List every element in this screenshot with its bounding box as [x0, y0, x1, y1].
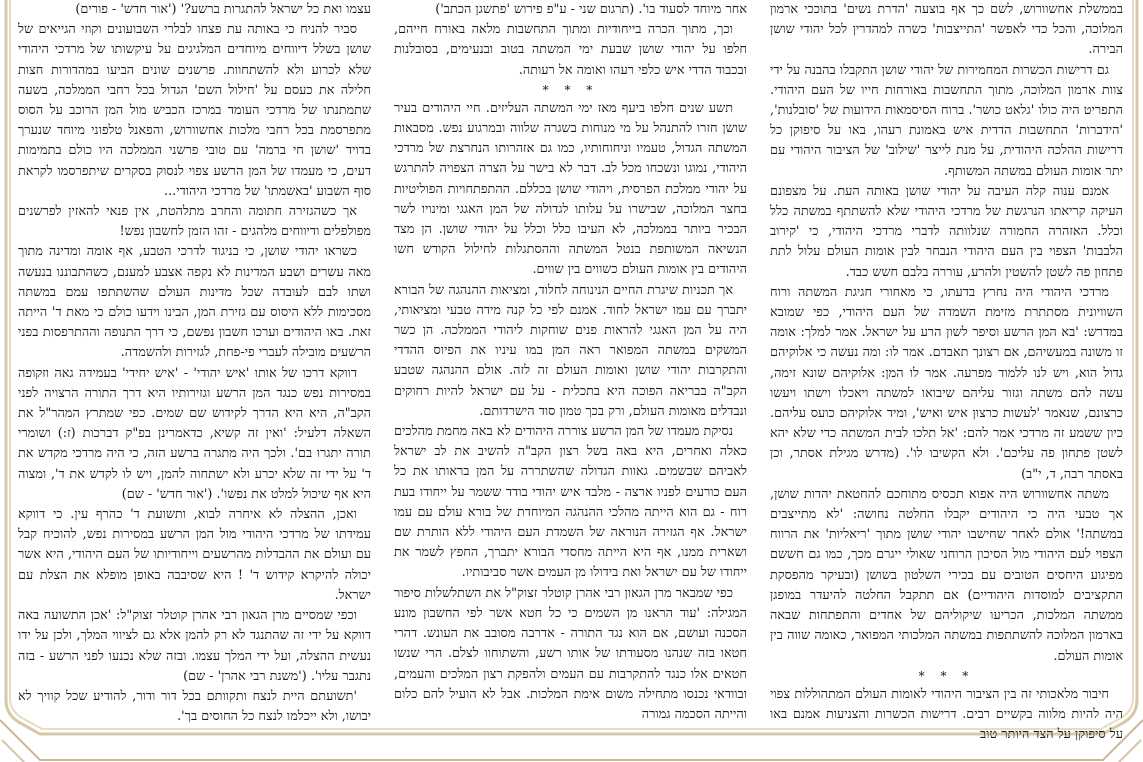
paragraph: משתה אחשוורוש היה אפוא תכסיס מתוחכם להחטאת יהדות שושן, אך טבעי היה כי היהודים יקבלו החלטה נחושה: 'לא מתייצבים במשתה!' אולם לאחר שחישבו יהודי שושן מתוך 'ריאליות' את הרווח הצפוי לעם היהודי מול הסיכון הרוחני שאולי ייגרם מכך, כמו גם חששם מפיגוע היחסים הטובים עם בכירי השלטון בשושן (ובעיקר מהפסקת התקציבים למוסדות היהודיים) אם תתקבל החלטה להיעדר במופגן ממשתה המלכות, הכריעו שיקוליהם של אחדים והתפתחות שבאה בארמון המלוכה להשתתפות במשתה המלכותי המפואר, כאומה שווה בין אומות העולם.: [770, 486, 1123, 664]
paragraph: וכפי שמסיים מרן הגאון רבי אהרן קוטלר זצוק"ל: 'אכן התשועה באה דווקא על ידי זה שהתנגד לא רק להמן אלא גם לציווי המלך, ולכן על ידו נעשית ההצלה, ועל ידי המלך עצמו. ובזה שלא נכנעו לפני הרשע - בזה נתגבר עליו'. ('משנת רבי אהרן' - שם): [18, 608, 371, 684]
column-left: [14, 0, 375, 728]
section-separator: * * *: [542, 82, 599, 97]
paragraph: נסיקת מעמדו של המן הרשע צוררה היהודים לא באה מחמת מהלכים כאלה ואחרים, היא באה בשל רצון הקב"ה להשיב את לב ישראל לאביהם שבשמים. גאוות הגדולה שהשתררה על המן בראותו את כל העם כורעים לפניו ארצה - מלבד איש יהודי בודד ששמר על ייחודו בעת רוח - גם הוא הייתה מהלכי ההנהגה המיוחדת של בורא עולם עם עמו ישראל. אף הגזירה הנוראה של השמדת העם היהודי ללא הותרת שם ושארית ממנו, אף היא הייתה מחסדי הבורא יתברך, החפץ לשמר את ייחודו של עם ישראל ואת בידולו מן העמים אשר סביבותיו.: [394, 424, 747, 581]
paragraph: אך תכניות שיגרת החיים הנינוחה לחלוד, ומציאות ההנהגה של הבורא יתברך עם עמו ישראל לחוד. אמנם לפי כל קנה מידה טבעי ומציאותי, היה על המן האגגי להראות פנים שוחקות ליהודי הממלכה. הן כשר המשקים במשתה המפואר ראה המן במו עיניו את הפיוס ההדדי והתקרבות יהודי שושן ואומות העולם זה לזה. אולם ההנהגה שטבע הקב"ה בבריאה הפוכה היא בתכלית - על עם ישראל להיות רחוקים ונבדלים מאומות העולם, ורק בכך טמון סוד הישרדותם.: [394, 282, 747, 419]
paragraph: כפי שמבאר מרן הגאון רבי אהרן קוטלר זצוק"ל את השתלשלות סיפור המגילה: 'עוד הראנו מן השמים כי כל חטא אשר לפי החשבון מונע הסכנה ועושם, אם הוא נגד התורה - אדרבה מסובב את העונש. דהרי חטאו בזה שנהנו מסעודתו של אותו רשע, והשתוחוו לצלם. הרי שנשו חטאים אלו כנגד להתקרבות עם העמים ולהפקת רצון המלכים והעמים, ובוודאי נכנסו מתחילה משום אימת המלכות. אבל לא הועיל להם כלום והייתה הסכמה גמורה: [394, 585, 747, 722]
paragraph: גם דרישות הכשרות המחמירות של יהודי שושן התקבלו בהבנה על ידי צוות ארמון המלוכה, מתוך התחשבות באורחות חייו של העם היהודי. התפריט היה כולו 'גלאט כושר'. ברוח הסיסמאות הידועות של 'סובלנות', 'הידברות' התחשבות הדדית איש באמונת רעהו, באו על סיפוקן כל דרישות ההלכה היהודית, על מנת לייצר 'שילוב' של הציבור היהודי עם יתר אומות העולם במשתה המשותף.: [770, 62, 1123, 179]
paragraph: עצמו ואת כל ישראל להתגרות ברשע?' ('אור חדש' - פורים): [75, 2, 371, 17]
section-separator: * * *: [918, 668, 975, 683]
article-page: [14, 0, 1127, 743]
paragraph: וכך, מתוך הכרה בייחודיות ומתוך התחשבות מלאה באורח חייהם, חלפו על יהודי שושן שבעת ימי המשתה בטוב ובנעימים, בסובלנות ובכבוד הדדי איש כלפי רעהו ואומה אל רעותה.: [394, 22, 747, 78]
column-middle: [390, 0, 751, 728]
paragraph: סביר להניח כי באותה עת פצחו לבלרי השבועונים וקוזי הגייאים של שושן בשלל דיווחים מיוחדים המלגיגים על עיקשותו של מרדכי היהודי שלא לכרוע ולא להשתחוות. פרשנים שונים הביעו במהדורות חצות חלילה את כעסם על 'חילול השם' הגדול בכל רחבי הממלכה, בשעה שתמתנתו של מרדכי העומד במרכז הכביש מול המן הרוכב על הסוס מתפרסמת בכל רחבי מלכות אחשוורוש, והפאנל טלפוני מיוחד שנערך בדויד 'שושן חי ברמה' עם טובי פרשני הממלכה היו כולם בתמימות דעים, כי מעמדו של המן הרשע צפוי לנסוק בסקרים שיתפרסמו לקראת סוף השבוע 'באשמתו' של מרדכי היהודי...: [18, 22, 371, 199]
paragraph: אמנם ענוה קלה העיבה על יהודי שושן באותה העת. על מצפונם העיקה קריאתו הנרגשת של מרדכי היהודי שלא להשתתף במשתה כלל וכלל. האזהרה החמורה שנלוותה לדברי מרדכי היהודי, כי 'קירוב הלבבות' הצפוי בין העם היהודי הנבחר לבין אומות העולם עלול לתת פתחון פה לשטן להשטין ולהרע, עוררה בלבם חשש כבד.: [770, 183, 1123, 280]
paragraph: אך כשהגזירה חתומה והחרב מתלהטת, אין פנאי להאזין לפרשנים מפולפלים ודיווחים מלהגים - זהו הזמן לחשבון נפש!: [18, 204, 371, 240]
paragraph: חיבור מלאכותי זה בין הציבור היהודי לאומות העולם המתהוללות צפוי היה להיות מלווה בקשיים רבים. דרישות הכשרות והצניעות אמנם באו על סיפוקן על הצד היותר טוב: [770, 686, 1123, 743]
paragraph: אחר מיוחד לסעוד בו'. (תרגום שני - ע"פ פירוש 'פתשגן הכתב'): [435, 2, 747, 17]
paragraph: תשע שנים חלפו ביעף מאז ימי המשתה העליזים. חיי היהודים בעיר שושן חזרו להתנהל על מי מנוחות בשגרה שלווה ובמרגוע נפש. מסבאות המשתה הגדול, טעמיו וניחוחותיו, כמו גם אזהרותו הנחרצת של מרדכי היהודי, נמוגו ונשכחו מכל לב. דבר לא בישר על הצרה הצפויה להתרגש על יהודי ממלכת הפרסית, ויהודי שושן בכללם. ההתפתחויות הפוליטיות בחצר המלוכה, שבישרו על עלותו לגדולה של המן האגגי ומינויו לשר הבכיר ביותר בממלכה, לא העיבו כלל וכלל על יהודי שושן. הן מצד הנשיאה המשותפת בנטל המשתה וההסתגלות לחילול הקודש חשו היהודים בין אומות העולם כשווים בין שווים.: [394, 100, 747, 278]
paragraph: מרדכי היהודי היה נחרץ בדעתו, כי מאחורי חגיגת המשתה ורוח השוויונית מסתתרת מזימת השמדה של העם היהודי, כפי שמובא במדרש: 'בא המן הרשע וסיפר לשון הרע על ישראל. אמר למלך: אומה זו משונה במעשיהם, אם רצונך תאבדם. אמר לו: ומה נעשה כי אלוקיהם גדול הוא, ויש לנו ללמוד מפרעה. אמר לו המן: אלוקיהם שונא זימה, עשה להם משתה וגזור עליהם שיבואו למשתה ויאכלו וישתו ויעשו כרצונם, שנאמר 'לעשות כרצון איש ואיש', ומיד אלוקיהם כועס עליהם. כיון ששמע זה מרדכי אמר להם: 'אל תלכו לבית המשתה כדי שלא יהא לשטן פתחון פה עליכם'. ולא הקשיבו לו'. (מדרש מגילת אסתר, וכן באסתר רבה, ד, י"ב): [770, 284, 1123, 482]
paragraph: 'תשועתם היית לנצח ותקוותם בכל דור ודור, להודיע שכל קוויך לא יבושו, ולא ייכלמו לנצח כל החוסים בך'.: [18, 688, 371, 725]
paragraph: דווקא דרכו של אותו 'איש יהודי' - 'איש יחידי' בעמידה גאה וזקופה במסירות נפש כנגד המן הרשע וגזירותיו היא דרך התורה הרצויה לפני הקב"ה, היא היא הדרך לקידוש שם שמים. כפי שמתרץ המהר"ל את השאלה דלעיל: 'ואין זה קשיא, כדאמרינן בפ"ק דברכות (ז:) ושומרי תורה יתגרו בם'. ולכך היה מתגרה ברשע הזה, כי היה מרדכי מקדש את ד' על ידי זה שלא יכרע ולא ישתחוה להמן, ויש לו לקדש את ד', ומצוה היא אף שיכול למלט את נפשו'. ('אור חדש' - שם): [18, 365, 371, 502]
column-right: [766, 0, 1127, 743]
paragraph: כשראו יהודי שושן, כי בניגוד לדרכי הטבע, אף אומה ומדינה מתוך מאה עשרים ושבע המדינות לא נקפה אצבע למענם, כשהתבוננו בנעשה ושתו לבם לעובדה שכל מדינות העולם שהשתתפו עמם במשתה מסכימות ללא היסוס עם גזירת המן, הבינו וידעו כולם כי מאת ד' הייתה זאת. באו היהודים וערכו חשבון נפשם, כי דרך התנופה וההתרפסות בפני הרשעים מובילה לעברי פי-פחת, לגזירות ולהשמדה.: [18, 244, 371, 361]
paragraph: ואכן, ההצלה לא איחרה לבוא, ותשועת ד' כהרף עין. כי דווקא עמידתו של מרדכי היהודי מול המן הרשע במסירות נפש, להוכיח קבל עם ועולם את ההבדלות מהרשעים וייחודיותו של העם היהודי, היא אשר יכולה להיקרא קידוש ד' ! היא שסיבבה באופן מופלא את הצלת עם ישראל.: [18, 507, 371, 603]
paragraph: בממשלת אחשוורוש, לשם כך אף בוצעה 'הדרת נשים' בתוככי ארמון המלוכה, והכל כדי לאפשר 'התייצבות' כשרה למהדרין לכל יהודי שושן הבירה.: [770, 2, 1123, 58]
